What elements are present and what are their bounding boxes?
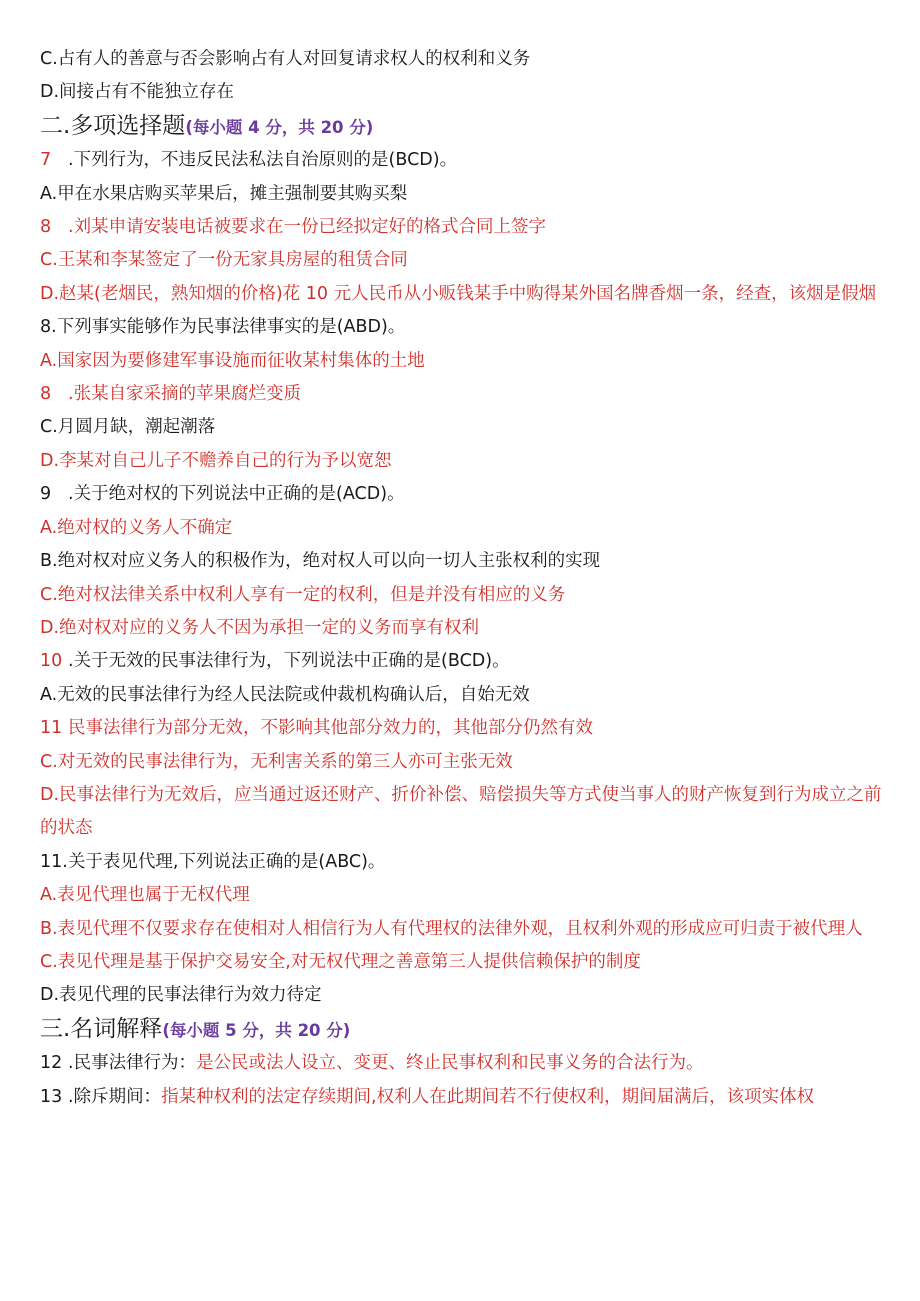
q8-option-a: A.国家因为要修建军事设施而征收某村集体的土地: [40, 350, 425, 371]
option-d-indirect-possession: D.间接占有不能独立存在: [40, 82, 235, 103]
q9-option-c: C.绝对权法律关系中权利人享有一定的权利，但是并没有相应的义务: [40, 584, 566, 605]
question-9: 9 .关于绝对权的下列说法中正确的是(ACD)。: [40, 484, 405, 505]
q7-option-c: C.王某和李某签定了一份无家具房屋的租赁合同: [40, 250, 408, 271]
question-11: 11.关于表见代理,下列说法正确的是(ABC)。: [40, 851, 386, 872]
q10-option-a: A.无效的民事法律行为经人民法院或仲裁机构确认后，自始无效: [40, 684, 530, 705]
term-13: 13 .除斥期间：指某种权利的法定存续期间,权利人在此期间若不行使权利，期间届满后，该项实体权: [40, 1086, 815, 1107]
question-8: 8.下列事实能够作为民事法律事实的是(ABD)。: [40, 317, 406, 338]
option-c-possession: C.占有人的善意与否会影响占有人对回复请求权人的权利和义务: [40, 49, 531, 69]
q7-option-a: A.甲在水果店购买苹果后，摊主强制要其购买梨: [40, 183, 408, 204]
q10-option-c: C.对无效的民事法律行为，无利害关系的第三人亦可主张无效: [40, 751, 513, 772]
question-7: 7 .下列行为，不违反民法私法自治原则的是(BCD)。: [40, 150, 458, 171]
term-12: 12 .民事法律行为：是公民或法人设立、变更、终止民事权利和民事义务的合法行为。: [40, 1053, 704, 1074]
document-page: [40, 43, 885, 1114]
q9-option-d: D.绝对权对应的义务人不因为承担一定的义务而享有权利: [40, 617, 480, 638]
q7-option-b: 8 .刘某申请安装电话被要求在一份已经拟定好的格式合同上签字: [40, 217, 547, 238]
q9-option-a: A.绝对权的义务人不确定: [40, 517, 233, 538]
section-score: (每小题 5 分，共 20 分): [162, 1020, 351, 1040]
section-heading-multiple-choice: 二.多项选择题(每小题 4 分，共 20 分): [40, 112, 374, 139]
q10-option-d: D.民事法律行为无效后，应当通过返还财产、折价补偿、赔偿损失等方式使当事人的财产恢复到行为成立之前的状态: [40, 784, 882, 839]
section-heading-terms: 三.名词解释(每小题 5 分，共 20 分): [40, 1015, 351, 1042]
q11-option-a: A.表见代理也属于无权代理: [40, 885, 250, 906]
q11-option-d: D.表见代理的民事法律行为效力待定: [40, 985, 322, 1006]
q11-option-c: C.表见代理是基于保护交易安全,对无权代理之善意第三人提供信赖保护的制度: [40, 951, 641, 972]
term-12-answer: 是公民或法人设立、变更、终止民事权利和民事义务的合法行为。: [196, 1053, 704, 1074]
q7-option-d: D.赵某(老烟民，熟知烟的价格)花 10 元人民币从小贩钱某手中购得某外国名牌香烟一条，经查，该烟是假烟: [40, 283, 877, 304]
q8-option-c: C.月圆月缺，潮起潮落: [40, 417, 216, 438]
section-score: (每小题 4 分，共 20 分): [185, 117, 374, 137]
q9-option-b: B.绝对权对应义务人的积极作为，绝对权人可以向一切人主张权利的实现: [40, 551, 601, 572]
q8-option-d: D.李某对自己儿子不赡养自己的行为予以宽恕: [40, 450, 392, 471]
q11-option-b: B.表见代理不仅要求存在使相对人相信行为人有代理权的法律外观，且权利外观的形成应可归责于被代理人: [40, 918, 863, 939]
q8-option-b: 8 .张某自家采摘的苹果腐烂变质: [40, 384, 302, 405]
q10-option-b: 11 民事法律行为部分无效，不影响其他部分效力的，其他部分仍然有效: [40, 718, 593, 739]
term-13-answer: 指某种权利的法定存续期间,权利人在此期间若不行使权利，期间届满后，该项实体权: [161, 1086, 815, 1107]
question-10: 10 .关于无效的民事法律行为，下列说法中正确的是(BCD)。: [40, 651, 510, 672]
